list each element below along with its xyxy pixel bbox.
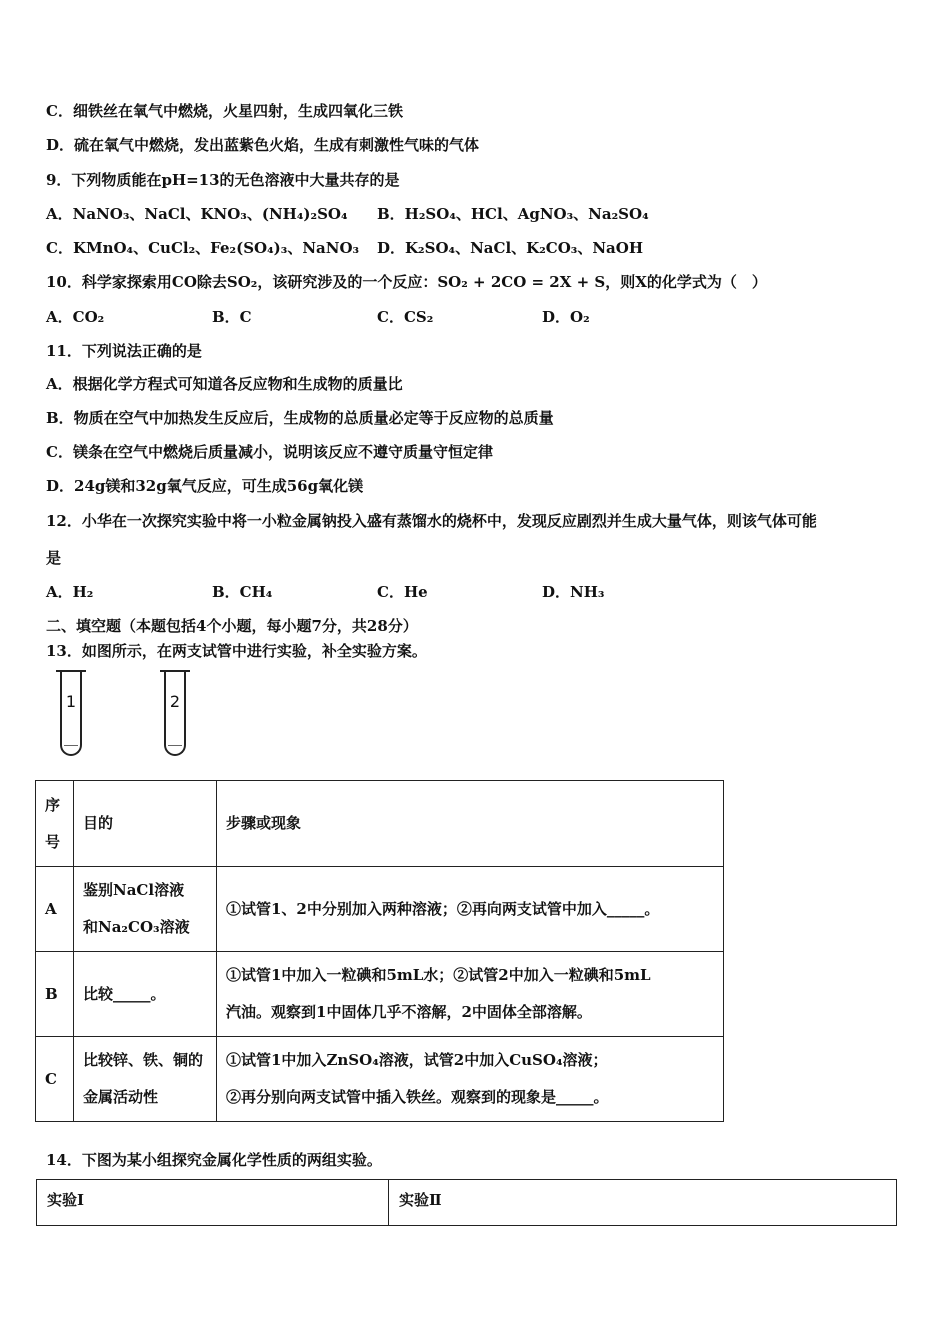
q11-option-c: C．镁条在空气中燃烧后质量减小，说明该反应不遵守质量守恒定律	[46, 443, 493, 461]
q13-stem: 13．如图所示，在两支试管中进行实验，补全实验方案。	[46, 642, 427, 660]
header-index	[36, 781, 74, 867]
row-b-steps-line1: ①试管1中加入一粒碘和5mL水；②试管2中加入一粒碘和5mL	[226, 966, 651, 984]
header-purpose: 目的	[74, 781, 217, 867]
q14-col-experiment-1: 实验Ⅰ	[37, 1180, 389, 1226]
q10-option-d: D．O₂	[542, 308, 590, 326]
row-a-purpose	[74, 867, 217, 952]
header-index-char2: 号	[45, 832, 61, 851]
q9-stem: 9．下列物质能在pH=13的无色溶液中大量共存的是	[46, 171, 400, 189]
q11-option-a: A．根据化学方程式可知道各反应物和生成物的质量比	[46, 375, 403, 393]
test-tube-2-label: 2	[169, 692, 181, 711]
row-c-steps-line1: ①试管1中加入ZnSO₄溶液，试管2中加入CuSO₄溶液；	[226, 1051, 608, 1069]
table-row	[36, 1037, 724, 1122]
q12-option-a: A．H₂	[46, 583, 94, 601]
q12-option-d: D．NH₃	[542, 583, 605, 601]
row-b-purpose: 比较_____。	[74, 952, 217, 1037]
q11-option-d: D．24g镁和32g氧气反应，可生成56g氧化镁	[46, 477, 364, 495]
table-row	[36, 952, 724, 1037]
q8-option-c: C．细铁丝在氧气中燃烧，火星四射，生成四氧化三铁	[46, 102, 403, 120]
table-row	[37, 1180, 897, 1226]
q9-option-d: D．K₂SO₄、NaCl、K₂CO₃、NaOH	[377, 239, 644, 257]
row-c-steps-line2: ②再分别向两支试管中插入铁丝。观察到的现象是_____。	[226, 1088, 609, 1106]
q12-option-c: C．He	[377, 583, 428, 601]
q10-option-a: A．CO₂	[46, 308, 105, 326]
table-row	[36, 867, 724, 952]
q10-stem: 10．科学家探索用CO除去SO₂，该研究涉及的一个反应：SO₂ + 2CO = 2X + S，则X的化学式为（ ）	[46, 273, 767, 291]
row-b-steps	[217, 952, 724, 1037]
q10-option-c: C．CS₂	[377, 308, 434, 326]
q10-option-b: B．C	[212, 308, 252, 326]
row-c-purpose-line1: 比较锌、铁、铜的	[83, 1051, 204, 1069]
row-a-steps: ①试管1、2中分别加入两种溶液；②再向两支试管中加入_____。	[217, 867, 724, 952]
q8-option-d: D．硫在氧气中燃烧，发出蓝紫色火焰，生成有刺激性气味的气体	[46, 136, 480, 154]
test-tube-1-label: 1	[65, 692, 77, 711]
header-steps: 步骤或现象	[217, 781, 724, 867]
q12-stem-line1: 12．小华在一次探究实验中将一小粒金属钠投入盛有蒸馏水的烧杯中，发现反应剧烈并生成大量气体，则该气体可能	[46, 512, 817, 530]
test-tube-2	[164, 670, 186, 756]
q13-experiment-table	[35, 780, 724, 1122]
row-b-id: B	[36, 952, 74, 1037]
q9-option-a: A．NaNO₃、NaCl、KNO₃、(NH₄)₂SO₄	[46, 205, 348, 223]
row-a-purpose-line2: 和Na₂CO₃溶液	[83, 918, 190, 936]
q9-option-b: B．H₂SO₄、HCl、AgNO₃、Na₂SO₄	[377, 205, 649, 223]
row-a-purpose-line1: 鉴别NaCl溶液	[83, 881, 185, 899]
q14-experiment-table	[36, 1179, 897, 1226]
header-index-char1: 序	[45, 795, 61, 814]
row-b-steps-line2: 汽油。观察到1中固体几乎不溶解，2中固体全部溶解。	[226, 1003, 592, 1021]
q12-option-b: B．CH₄	[212, 583, 273, 601]
row-c-purpose-line2: 金属活动性	[83, 1088, 159, 1106]
test-tube-1	[60, 670, 82, 756]
table-header-row	[36, 781, 724, 867]
row-c-steps	[217, 1037, 724, 1122]
q14-stem: 14．下图为某小组探究金属化学性质的两组实验。	[46, 1151, 382, 1169]
section-2-heading: 二、填空题（本题包括4个小题，每小题7分，共28分）	[46, 617, 418, 635]
row-a-id: A	[36, 867, 74, 952]
q11-stem: 11．下列说法正确的是	[46, 342, 202, 360]
row-c-id: C	[36, 1037, 74, 1122]
q12-stem-line2: 是	[46, 549, 62, 567]
q14-col-experiment-2: 实验Ⅱ	[389, 1180, 897, 1226]
row-c-purpose	[74, 1037, 217, 1122]
q11-option-b: B．物质在空气中加热发生反应后，生成物的总质量必定等于反应物的总质量	[46, 409, 554, 427]
q9-option-c: C．KMnO₄、CuCl₂、Fe₂(SO₄)₃、NaNO₃	[46, 239, 360, 257]
